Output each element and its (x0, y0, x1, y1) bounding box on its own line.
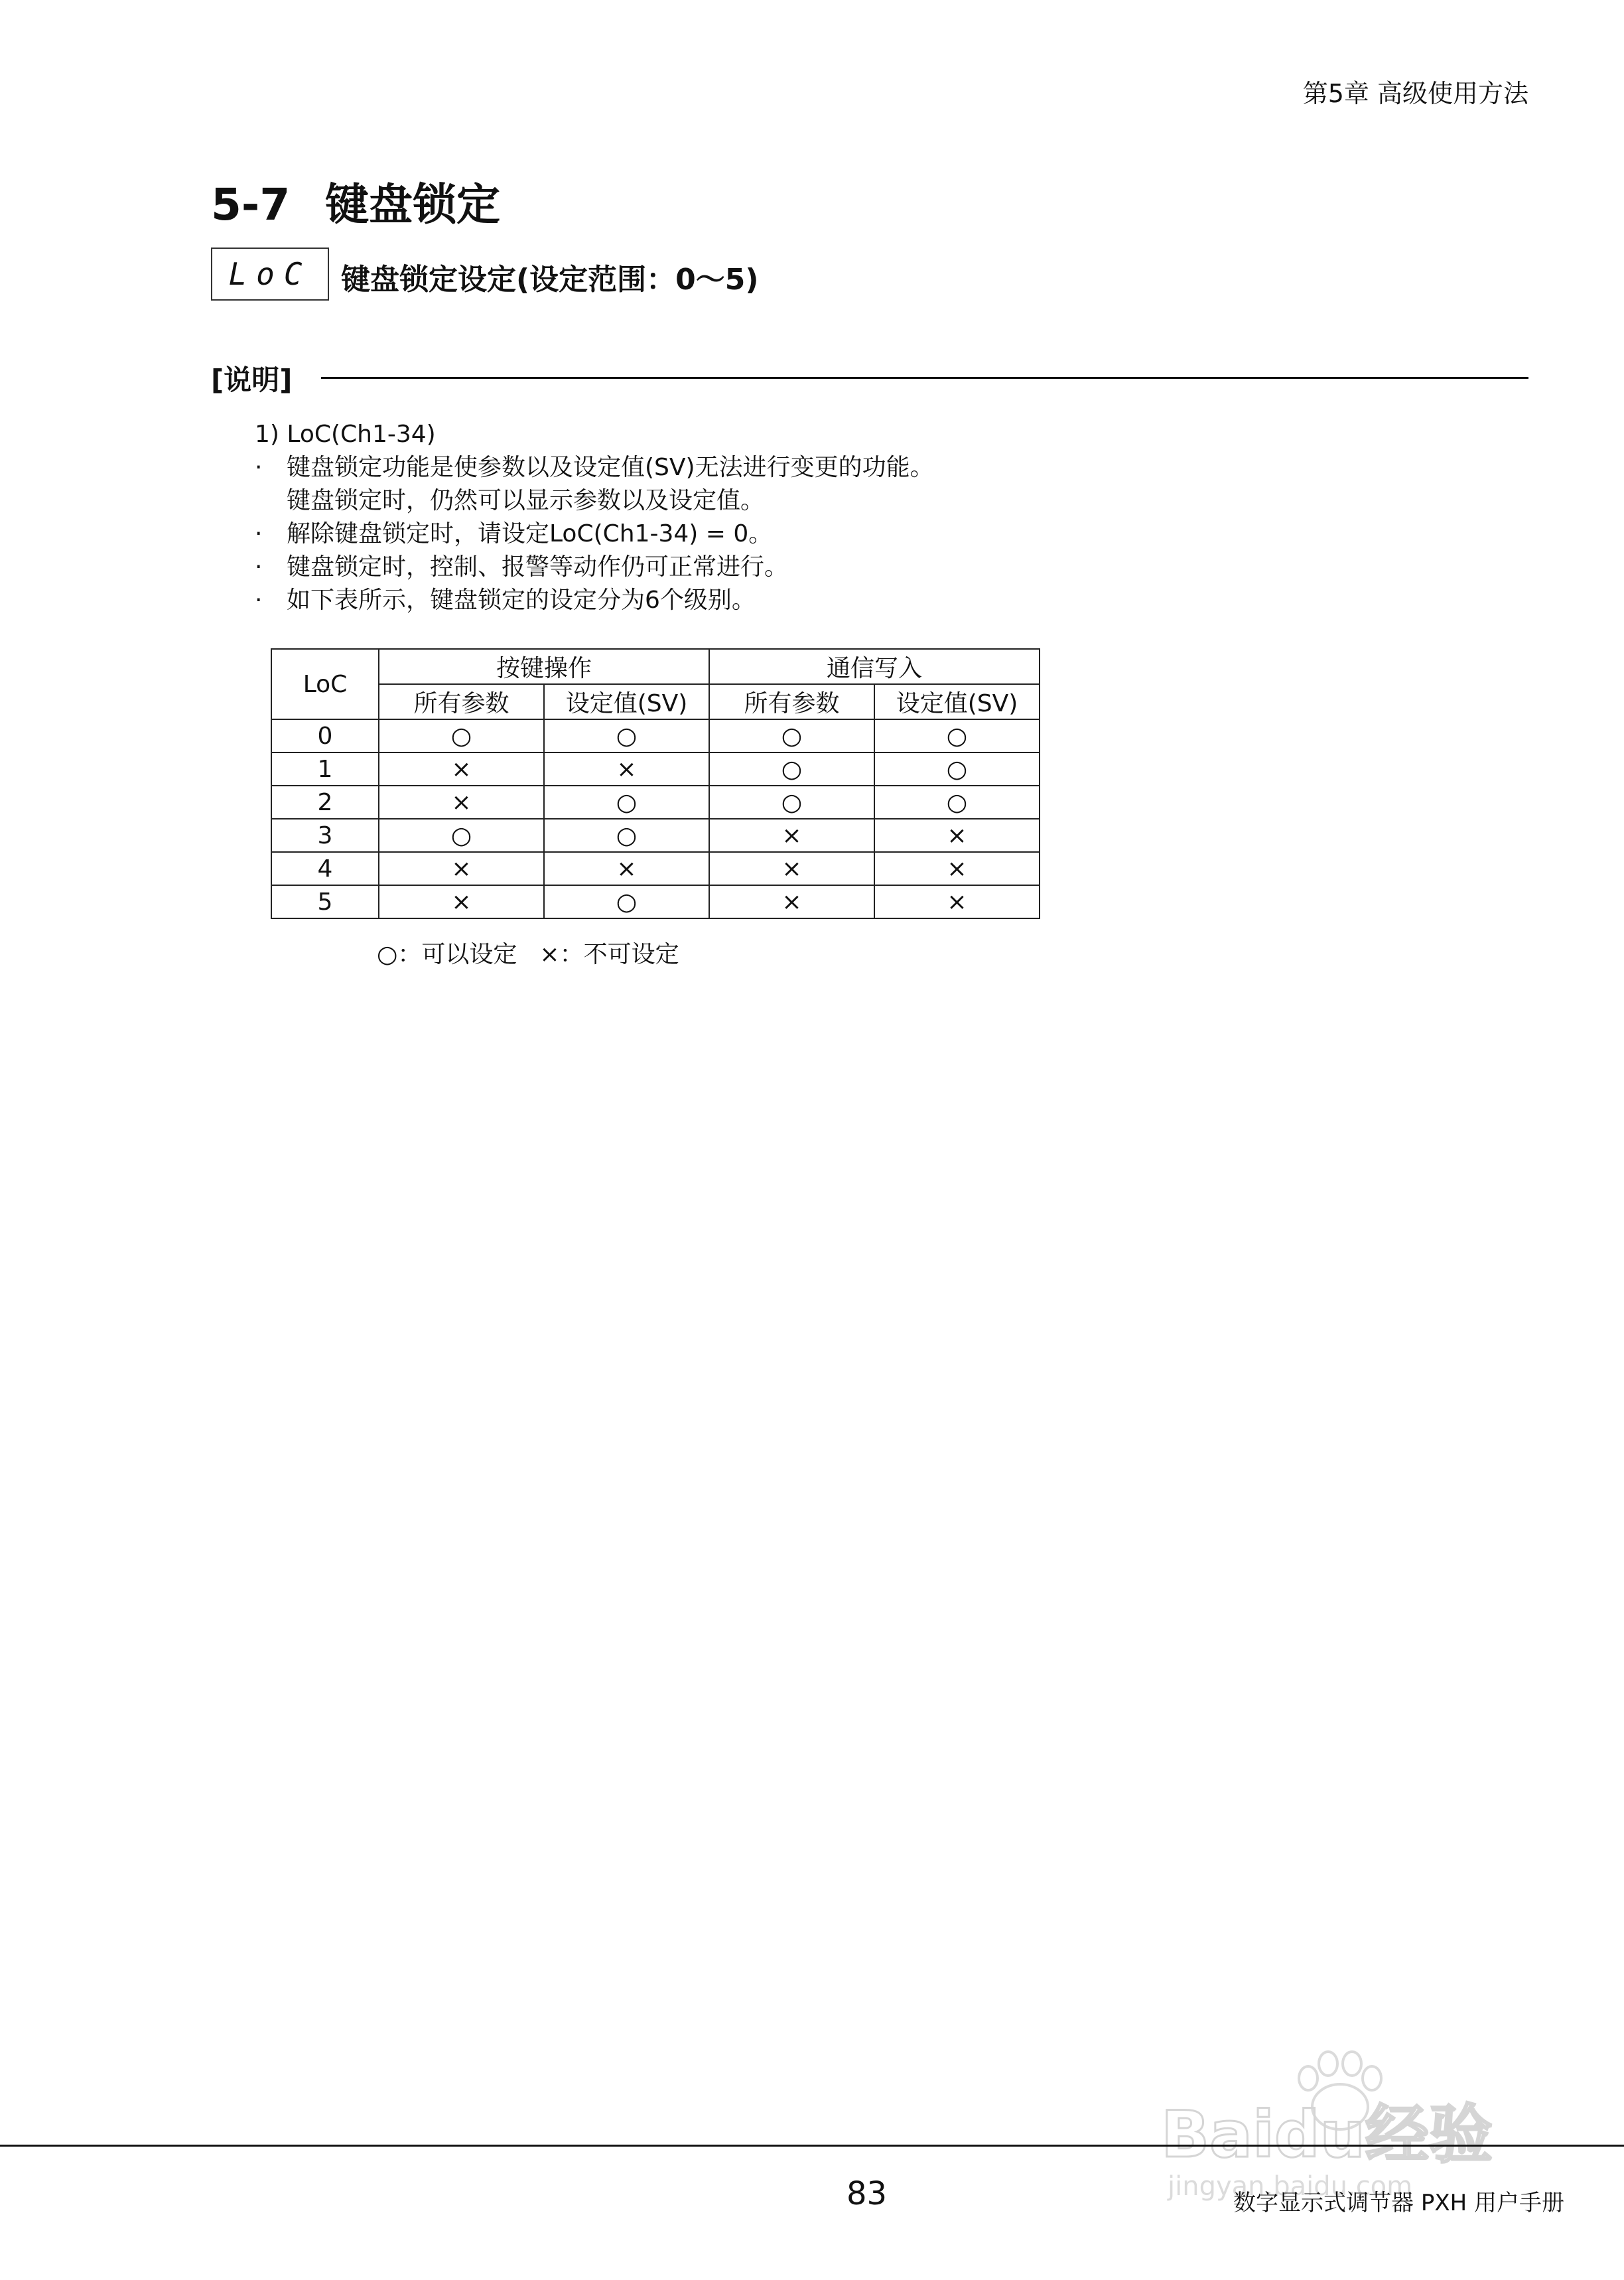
level-cell: 3 (271, 819, 379, 852)
permission-cell: × (874, 852, 1040, 885)
table-row (271, 819, 1040, 852)
table-row (271, 752, 1040, 786)
bullet-text: 解除键盘锁定时，请设定LoC(Ch1-34) = 0。 (287, 520, 773, 547)
permission-cell: × (379, 752, 544, 786)
permission-cell: × (544, 752, 709, 786)
level-cell: 1 (271, 752, 379, 786)
parameter-title: 键盘锁定设定(设定范围：0～5) (341, 263, 759, 297)
bullet-dot: · (255, 587, 263, 614)
bullet-text: 键盘锁定时，控制、报警等动作仍可正常进行。 (287, 553, 789, 581)
table-row (271, 852, 1040, 885)
lock-level-table (271, 648, 1040, 919)
permission-cell: ○ (544, 885, 709, 918)
permission-cell: ○ (544, 719, 709, 752)
permission-cell: ○ (544, 786, 709, 819)
group-header-key-operation: 按键操作 (379, 649, 709, 684)
permission-cell: ○ (379, 819, 544, 852)
footer-rule (0, 2145, 1624, 2147)
chapter-header: 第5章 高级使用方法 (1302, 79, 1528, 108)
permission-cell: × (709, 819, 874, 852)
permission-cell: ○ (874, 752, 1040, 786)
table-row (271, 786, 1040, 819)
level-cell: 4 (271, 852, 379, 885)
level-cell: 5 (271, 885, 379, 918)
bullet-text: 键盘锁定功能是使参数以及设定值(SV)无法进行变更的功能。 (287, 454, 934, 481)
permission-cell: ○ (709, 752, 874, 786)
column-header-loc: LoC (271, 649, 379, 719)
watermark-logo (1154, 2044, 1526, 2203)
permission-cell: × (544, 852, 709, 885)
bullet-dot: · (255, 454, 263, 481)
permission-cell: × (379, 852, 544, 885)
watermark-subtext: jingyan.baidu.com (1168, 2171, 1413, 2202)
permission-cell: × (874, 819, 1040, 852)
level-cell: 0 (271, 719, 379, 752)
watermark-text: Baidu经验 (1161, 2098, 1493, 2172)
permission-cell: ○ (379, 719, 544, 752)
permission-cell: ○ (874, 786, 1040, 819)
page-number: 83 (846, 2175, 888, 2212)
group-header-comm-write: 通信写入 (709, 649, 1040, 684)
manual-title: 数字显示式调节器 PXH 用户手册 (1233, 2190, 1564, 2216)
item-label: 1) LoC(Ch1-34) (255, 421, 436, 448)
table-row (271, 719, 1040, 752)
heading-rule (321, 377, 1528, 379)
bullet-text: 如下表所示，键盘锁定的设定分为6个级别。 (287, 587, 756, 614)
sub-header: 所有参数 (709, 684, 874, 719)
lcd-parameter-display: LoC (211, 248, 329, 301)
table-row (271, 885, 1040, 918)
bullet-text: 键盘锁定时，仍然可以显示参数以及设定值。 (287, 487, 765, 514)
permission-cell: × (709, 852, 874, 885)
permission-cell: ○ (709, 786, 874, 819)
legend-ng: ×：不可设定 (539, 941, 679, 968)
sub-header: 所有参数 (379, 684, 544, 719)
explanation-heading: [说明] (211, 364, 293, 396)
legend-ok: ○：可以设定 (377, 941, 517, 968)
sub-header: 设定值(SV) (874, 684, 1040, 719)
permission-cell: ○ (709, 719, 874, 752)
permission-cell: × (379, 786, 544, 819)
sub-header: 设定值(SV) (544, 684, 709, 719)
level-cell: 2 (271, 786, 379, 819)
permission-cell: × (379, 885, 544, 918)
section-number: 5-7 (211, 179, 291, 230)
section-title (211, 169, 500, 232)
permission-cell: × (709, 885, 874, 918)
permission-cell: × (874, 885, 1040, 918)
table-legend (377, 936, 679, 969)
section-name: 键盘锁定 (325, 179, 500, 230)
bullet-dot: · (255, 520, 263, 547)
permission-cell: ○ (874, 719, 1040, 752)
permission-cell: ○ (544, 819, 709, 852)
explanation-body (255, 418, 934, 617)
bullet-dot: · (255, 553, 263, 581)
